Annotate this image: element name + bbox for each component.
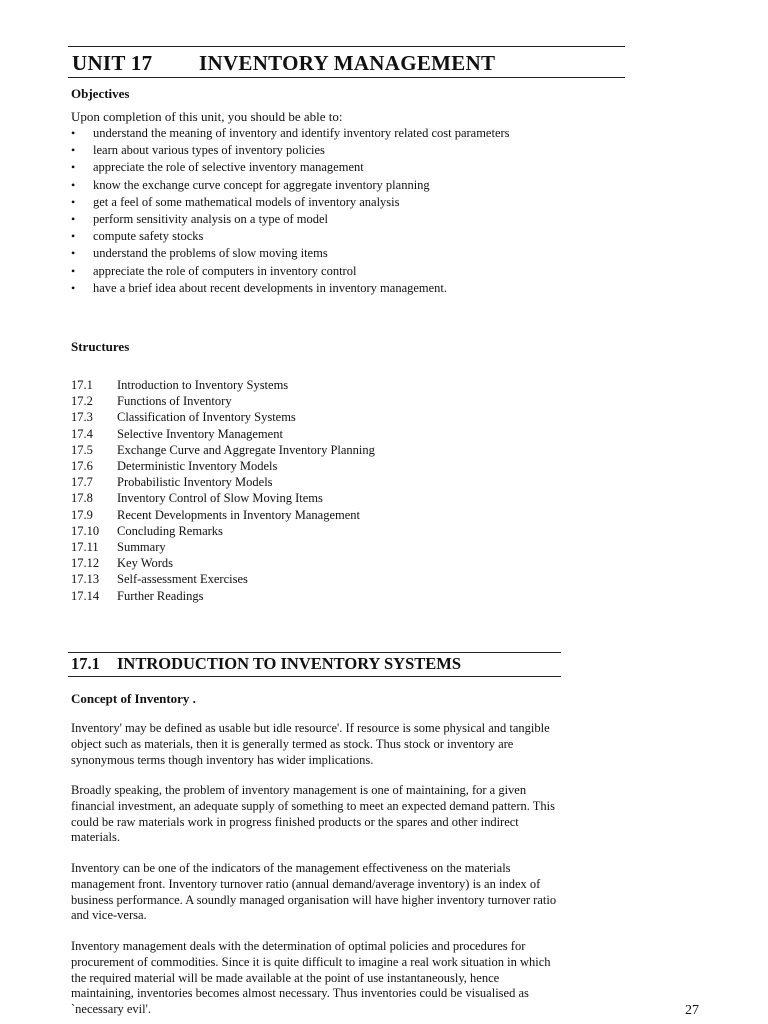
bullet-icon: • bbox=[71, 143, 76, 158]
objectives-intro: Upon completion of this unit, you should be able to: bbox=[71, 109, 343, 124]
section-number: 17.1 bbox=[71, 654, 100, 673]
structure-title: Summary bbox=[117, 540, 166, 555]
structure-number: 17.11 bbox=[71, 540, 99, 555]
structure-title: Probabilistic Inventory Models bbox=[117, 475, 273, 490]
paragraph-2: Broadly speaking, the problem of inventory management is one of maintaining, for a given financial investment, an adequate supply of something to meet an expected demand pattern. This could be raw materials work in progress finished products or the spares and other indirect materials. bbox=[71, 783, 555, 845]
objective-text: get a feel of some mathematical models of inventory analysis bbox=[93, 194, 400, 209]
structure-item bbox=[71, 377, 375, 393]
structure-item bbox=[71, 523, 375, 539]
structure-number: 17.8 bbox=[71, 491, 93, 506]
bullet-icon: • bbox=[71, 246, 76, 261]
structure-title: Inventory Control of Slow Moving Items bbox=[117, 491, 323, 506]
bullet-icon: • bbox=[71, 212, 76, 227]
objective-item bbox=[71, 194, 531, 211]
bullet-icon: • bbox=[71, 229, 76, 244]
objective-item bbox=[71, 211, 531, 228]
structure-title: Self-assessment Exercises bbox=[117, 572, 248, 587]
bullet-icon: • bbox=[71, 280, 76, 295]
structure-item bbox=[71, 588, 375, 604]
unit-title bbox=[72, 51, 625, 76]
header-bottom-rule bbox=[68, 77, 625, 78]
bullet-icon: • bbox=[71, 177, 76, 192]
structure-item bbox=[71, 474, 375, 490]
section-bottom-rule bbox=[68, 676, 561, 677]
section-title-text: INTRODUCTION TO INVENTORY SYSTEMS bbox=[117, 654, 462, 673]
bullet-icon: • bbox=[71, 126, 76, 140]
objective-text: know the exchange curve concept for aggregate inventory planning bbox=[93, 177, 430, 192]
structure-title: Deterministic Inventory Models bbox=[117, 459, 278, 474]
objective-item bbox=[71, 177, 531, 194]
structure-number: 17.13 bbox=[71, 572, 100, 587]
structure-item bbox=[71, 409, 375, 425]
structure-number: 17.4 bbox=[71, 426, 93, 441]
objective-item bbox=[71, 228, 531, 245]
structure-item bbox=[71, 393, 375, 409]
unit-title-text: INVENTORY MANAGEMENT bbox=[199, 51, 496, 75]
structure-number: 17.2 bbox=[71, 394, 93, 409]
objective-text: appreciate the role of computers in inventory control bbox=[93, 263, 357, 278]
section-top-rule bbox=[68, 652, 561, 653]
objective-item bbox=[71, 245, 531, 262]
objective-text: understand the problems of slow moving items bbox=[93, 246, 328, 261]
structure-number: 17.12 bbox=[71, 556, 100, 571]
section-title bbox=[71, 654, 461, 674]
structure-number: 17.3 bbox=[71, 410, 93, 425]
structures-list bbox=[71, 377, 375, 604]
paragraph-4: Inventory management deals with the determination of optimal policies and procedures for procurement of commodities. Since it is quite difficult to imagine a real work situation in which the required material will be made available at the point of use instantaneously, hence maintaining, inventories becomes almost necessary. Thus inventories could be visualised as `necessary evil'. bbox=[71, 939, 551, 1017]
paragraph-3: Inventory can be one of the indicators of the management effectiveness on the materials management front. Inventory turnover ratio (annual demand/average inventory) is an index of business performance. A soundly managed organisation will have higher inventory turnover ratio and vice-versa. bbox=[71, 861, 557, 923]
paragraph-1: Inventory' may be defined as usable but idle resource'. If resource is some physical and tangible object such as materials, then it is generally termed as stock. Thus stock or inventory are synonymous terms though inventory has wider implications. bbox=[71, 721, 550, 767]
structure-title: Further Readings bbox=[117, 588, 204, 603]
structure-number: 17.7 bbox=[71, 475, 93, 490]
structure-title: Recent Developments in Inventory Management bbox=[117, 507, 360, 522]
objective-item bbox=[71, 280, 531, 297]
objectives-list bbox=[71, 125, 531, 297]
structure-title: Introduction to Inventory Systems bbox=[117, 378, 289, 392]
structure-number: 17.6 bbox=[71, 459, 93, 474]
header-top-rule bbox=[68, 46, 625, 47]
structure-title: Exchange Curve and Aggregate Inventory Planning bbox=[117, 442, 375, 457]
structure-item bbox=[71, 555, 375, 571]
concept-subheading: Concept of Inventory . bbox=[71, 691, 196, 706]
bullet-icon: • bbox=[71, 194, 76, 209]
objective-text: compute safety stocks bbox=[93, 229, 204, 244]
objective-text: have a brief idea about recent developments in inventory management. bbox=[93, 280, 448, 295]
structure-number: 17.14 bbox=[71, 588, 100, 603]
objective-text: perform sensitivity analysis on a type of model bbox=[93, 212, 329, 227]
structure-number: 17.9 bbox=[71, 507, 93, 522]
structure-number: 17.1 bbox=[71, 378, 93, 392]
objective-text: understand the meaning of inventory and identify inventory related cost parameters bbox=[93, 126, 510, 140]
structure-title: Key Words bbox=[117, 556, 174, 571]
objective-item bbox=[71, 125, 531, 142]
structure-title: Selective Inventory Management bbox=[117, 426, 283, 441]
structure-item bbox=[71, 442, 375, 458]
objective-item bbox=[71, 263, 531, 280]
objective-item bbox=[71, 159, 531, 176]
structure-number: 17.10 bbox=[71, 523, 100, 538]
structure-title: Classification of Inventory Systems bbox=[117, 410, 296, 425]
structure-item bbox=[71, 426, 375, 442]
objectives-heading: Objectives bbox=[71, 86, 130, 101]
structure-title: Concluding Remarks bbox=[117, 523, 223, 538]
bullet-icon: • bbox=[71, 160, 76, 175]
structure-number: 17.5 bbox=[71, 442, 93, 457]
structure-title: Functions of Inventory bbox=[117, 394, 232, 409]
structure-item bbox=[71, 507, 375, 523]
structure-item bbox=[71, 490, 375, 506]
objective-text: learn about various types of inventory policies bbox=[93, 143, 325, 158]
bullet-icon: • bbox=[71, 263, 76, 278]
page-number: 27 bbox=[685, 1003, 699, 1018]
structure-item bbox=[71, 539, 375, 555]
objective-item bbox=[71, 142, 531, 159]
unit-number: UNIT 17 bbox=[72, 51, 153, 75]
objective-text: appreciate the role of selective inventory management bbox=[93, 160, 364, 175]
structure-item bbox=[71, 571, 375, 587]
structure-item bbox=[71, 458, 375, 474]
structures-heading: Structures bbox=[71, 339, 130, 354]
